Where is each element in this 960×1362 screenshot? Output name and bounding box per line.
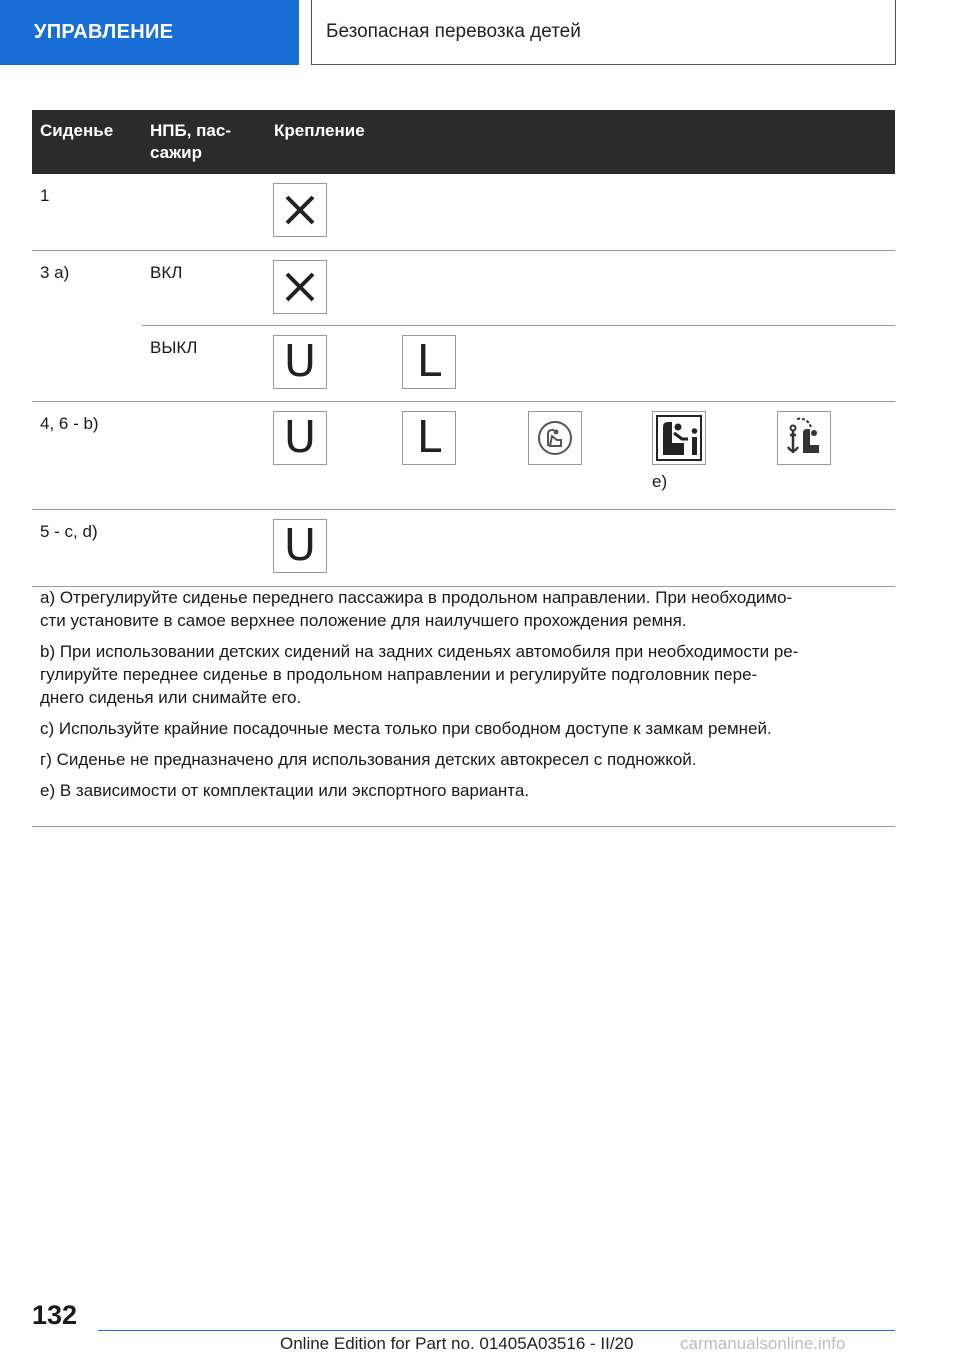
table-row: [32, 251, 895, 402]
universal-u-letter: U: [283, 336, 317, 387]
universal-u-icon: [273, 519, 327, 573]
table-row: [32, 174, 895, 251]
row-divider: [142, 325, 895, 326]
table-header: [32, 110, 895, 174]
page-number: 132: [32, 1300, 78, 1330]
isofix-seat-icon: [528, 411, 582, 465]
airbag-state-off: ВЫКЛ: [150, 338, 198, 357]
limited-l-icon: [402, 335, 456, 389]
seat-label: 4, 6 - b): [40, 414, 99, 433]
cross-icon: [273, 183, 327, 237]
column-airbag: [150, 120, 231, 164]
section-tab: УПРАВЛЕНИЕ: [0, 0, 299, 65]
isize-info-icon: [652, 411, 706, 465]
limited-l-letter: L: [416, 336, 442, 387]
footnotes: [32, 586, 895, 810]
footnotes-divider: [32, 826, 895, 827]
footnote-d: г) Сиденье не предназначено для использования детских автокресел с подножкой.: [40, 750, 697, 769]
edition-info: Online Edition for Part no. 01405A03516 - II/20: [280, 1334, 634, 1353]
footnote-a-line1: a) Отрегулируйте сиденье переднего пассажира в продольном направлении. При необходимо-: [40, 588, 793, 607]
column-airbag-line2: сажир: [150, 143, 203, 162]
seat-label: 3 a): [40, 263, 70, 282]
page-title: Безопасная перевозка детей: [311, 0, 896, 65]
footnote-b-line2: гулируйте переднее сиденье в продольном направлении и регулируйте подголовник пере-: [40, 665, 758, 684]
limited-l-icon: [402, 411, 456, 465]
footnote-a-line2: сти установите в самое верхнее положение для наилучшего прохождения ремня.: [40, 611, 687, 630]
isofix-anchor-icon: [777, 411, 831, 465]
footnote-e: e) В зависимости от комплектации или экспортного варианта.: [40, 781, 530, 800]
cross-icon: [273, 260, 327, 314]
limited-l-letter: L: [416, 412, 442, 463]
footnote-b-line3: днего сиденья или снимайте его.: [40, 688, 302, 707]
note-e: e): [652, 472, 668, 491]
column-seat: Сиденье: [40, 121, 114, 140]
column-airbag-line1: НПБ, пас-: [150, 121, 231, 140]
airbag-state-on: ВКЛ: [150, 263, 183, 282]
universal-u-icon: [273, 411, 327, 465]
footnote-b-line1: b) При использовании детских сидений на задних сиденьях автомобиля при необходимости ре-: [40, 642, 799, 661]
table-row: [32, 402, 895, 510]
watermark: carmanualsonline.info: [680, 1334, 846, 1353]
footnote-b: [40, 640, 895, 709]
seat-label: 5 - c, d): [40, 522, 98, 541]
footnote-c: c) Используйте крайние посадочные места только при свободном доступе к замкам ремней.: [40, 719, 772, 738]
universal-u-icon: [273, 335, 327, 389]
table-row: [32, 510, 895, 587]
footer-line: [98, 1330, 895, 1331]
universal-u-letter: U: [283, 412, 317, 463]
child-seat-table: [32, 110, 895, 587]
column-mount: Крепление: [274, 121, 365, 140]
seat-label: 1: [40, 186, 50, 205]
universal-u-letter: U: [283, 520, 317, 571]
footnote-a: [40, 586, 895, 632]
